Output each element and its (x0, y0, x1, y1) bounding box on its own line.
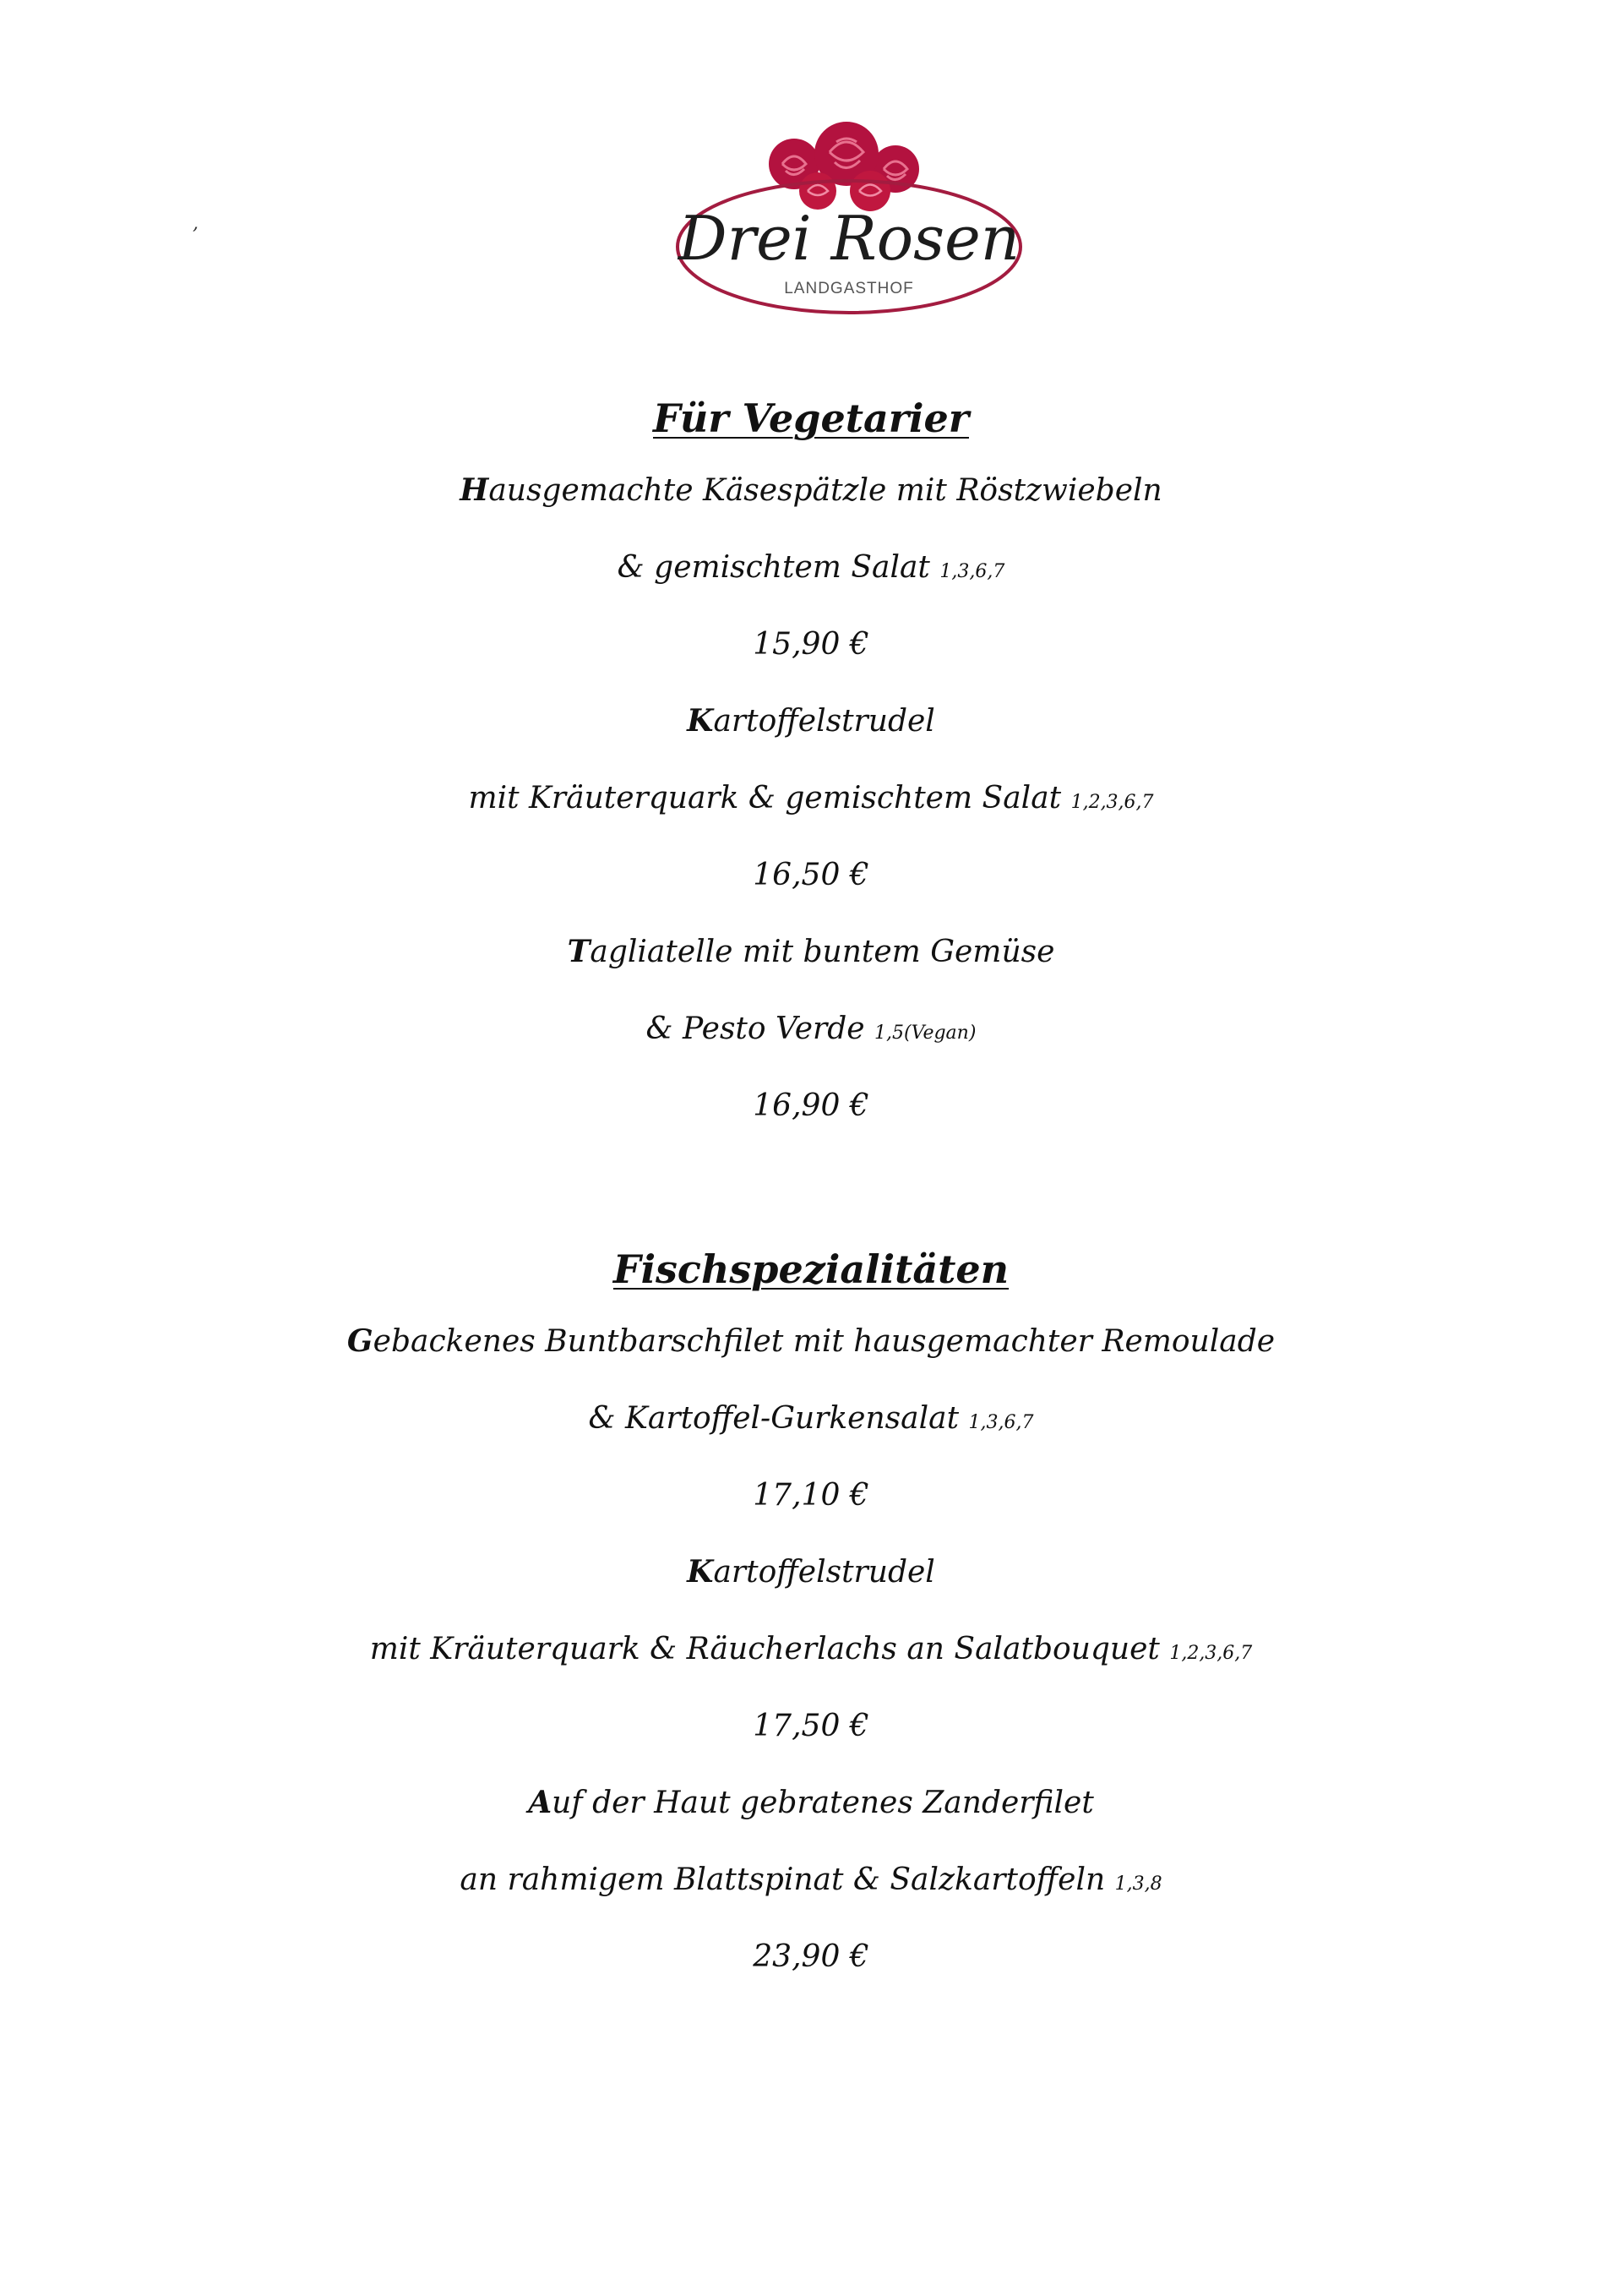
dish-description (0, 529, 1622, 606)
dish-price: 17,50 € (753, 1709, 869, 1743)
allergen-codes: 1,3,6,7 (968, 1412, 1034, 1433)
dish-name-rest: ebackenes Buntbarschfilet mit hausgemachter Remoulade (373, 1324, 1276, 1359)
allergen-codes: 1,2,3,6,7 (1169, 1643, 1253, 1664)
dish-description-text: mit Kräuterquark & Räucherlachs an Salatbouquet (369, 1632, 1170, 1666)
dish-name-rest: artoffelstrudel (713, 704, 935, 739)
dish-description (0, 1841, 1622, 1918)
dish-description-text: & Kartoffel-Gurkensalat (588, 1401, 969, 1436)
menu-item (0, 1534, 1622, 1764)
allergen-codes: 1,3,6,7 (939, 561, 1005, 582)
dish-price: 16,90 € (753, 1088, 869, 1123)
roses-icon (769, 122, 919, 211)
menu-item (0, 452, 1622, 683)
dish-initial: K (687, 703, 714, 739)
allergen-codes: 1,3,8 (1114, 1873, 1162, 1895)
dish-initial: H (460, 472, 489, 508)
allergen-codes: 1,2,3,6,7 (1070, 792, 1154, 813)
dish-description-text: mit Kräuterquark & gemischtem Salat (468, 781, 1071, 815)
dish-description-text: & gemischtem Salat (617, 550, 940, 585)
section-title: Für Vegetarier (653, 395, 969, 441)
section-spacer (0, 1144, 1622, 1235)
dish-initial: A (528, 1785, 552, 1820)
section-vegetarian (0, 384, 1622, 1144)
dish-name-rest: agliatelle mit buntem Gemüse (590, 935, 1055, 969)
dish-name-rest: ausgemachte Käsespätzle mit Röstzwiebeln (488, 473, 1162, 508)
dish-price: 23,90 € (753, 1939, 869, 1974)
menu-item (0, 1303, 1622, 1534)
restaurant-logo (667, 120, 1031, 323)
dish-price: 15,90 € (753, 627, 869, 662)
logo-subtitle: LANDGASTHOF (784, 280, 914, 297)
dish-initial: G (346, 1323, 373, 1359)
menu-content (0, 384, 1622, 1995)
dish-initial: K (687, 1554, 714, 1590)
dish-name (0, 683, 1622, 760)
dish-description-text: an rahmigem Blattspinat & Salzkartoffeln (460, 1862, 1115, 1897)
dish-name (0, 452, 1622, 529)
dish-name (0, 913, 1622, 990)
dish-description-text: & Pesto Verde (645, 1012, 875, 1046)
section-fish (0, 1235, 1622, 1995)
dish-price: 16,50 € (753, 858, 869, 892)
allergen-codes: 1,5(Vegan) (874, 1023, 977, 1044)
dish-description (0, 760, 1622, 837)
section-title: Fischspezialitäten (612, 1246, 1010, 1292)
dish-description (0, 1611, 1622, 1688)
dish-description (0, 990, 1622, 1067)
stray-comma: , (193, 213, 199, 234)
dish-description (0, 1380, 1622, 1457)
dish-name-rest: uf der Haut gebratenes Zanderfilet (552, 1786, 1094, 1820)
dish-name-rest: artoffelstrudel (713, 1555, 935, 1590)
dish-name (0, 1303, 1622, 1380)
dish-price: 17,10 € (753, 1478, 869, 1513)
menu-item (0, 683, 1622, 913)
menu-item (0, 1764, 1622, 1995)
logo-name: Drei Rosen (678, 203, 1021, 274)
dish-name (0, 1534, 1622, 1611)
dish-name (0, 1764, 1622, 1841)
menu-item (0, 913, 1622, 1144)
dish-initial: T (567, 934, 591, 969)
